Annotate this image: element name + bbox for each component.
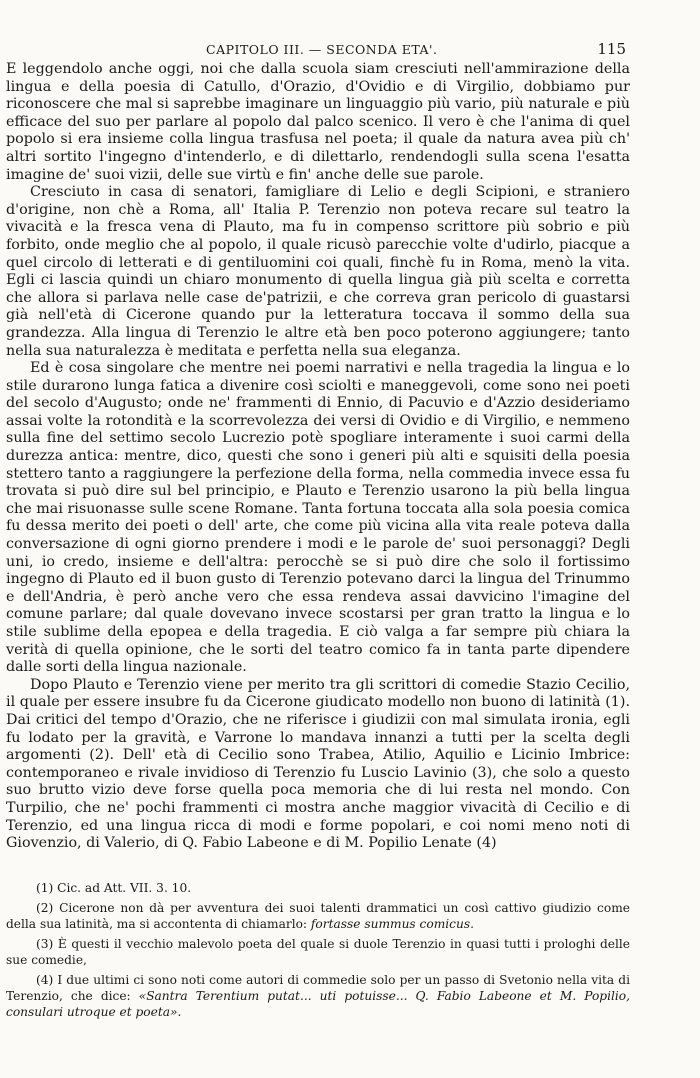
footnote-3-text: (3) È questi il vecchio malevolo poeta del quale si duole Terenzio in quasi tutti i prologhi delle sue comedie, [6, 937, 630, 967]
main-text [6, 61, 630, 853]
footnote-4 [6, 972, 630, 1020]
footnote-2-text: (2) Cicerone non dà per avventura dei suoi talenti drammatici un così cattivo giudizio come della sua latinità, ma si accontenta di chiamarlo: [6, 901, 630, 931]
footnote-3 [6, 936, 630, 968]
paragraph: Ed è cosa singolare che mentre nei poemi narrativi e nella tragedia la lingua e lo stile durarono lunga fatica a divenire così sciolti e maneggevoli, come sono nei poeti del secolo d'Augusto; onde ne' frammenti di Ennio, di Pacuvio e d'Azzio desideriamo assai volte la rotondità e la scorrevolezza dei versi di Ovidio e di Virgilio, e nemmeno sulla fine del settimo secolo Lucrezio potè spogliare interamente i suoi carmi della durezza antica: mentre, dico, questi che sono i generi più alti e squisiti della poesia stettero tanto a raggiungere la perfezione della forma, nella commedia invece essa fu trovata si può dire sul bel principio, e Plauto e Terenzio usarono la più bella lingua che mai risuonasse sulle scene Romane. Tanta fortuna toccata alla sola poesia comica fu dessa merito dei poeti o dell' arte, che come più vicina alla vita reale poteva dalla conversazione di ogni giorno prendere i modi e le parole de' suoi personaggi? Degli uni, io credo, insieme e dell'altra: perocchè se si può dire che solo il fortissimo ingegno di Plauto ed il buon gusto di Terenzio potevano darci la lingua del Trinummo e dell'Andria, è però anche vero che essa rendeva assai davvicino l'imagine del comune parlare; dal quale dovevano invece scostarsi per gran tratto la lingua e lo stile sublime della epopea e della tragedia. E ciò valga a far sempre più chiara la verità di quella opinione, che le sorti del teatro comico fa in tanta parte dipendere dalle sorti della lingua nazionale. [6, 360, 630, 676]
footnote-2-quote: fortasse summus comicus. [310, 917, 474, 931]
page-number: 115 [597, 40, 626, 58]
footnote-4-quote: «Santra Terentium putat... uti potuisse... Q. Fabio Labeone et M. Popilio, consulari utroque et poeta». [6, 989, 631, 1019]
paragraph: Cresciuto in casa di senatori, famigliare di Lelio e degli Scipioni, e straniero d'origine, non chè a Roma, all' Italia P. Terenzio non poteva recare sul teatro la vivacità e la fresca vena di Plauto, ma fu in compenso scrittore più sobrio e più forbito, onde meglio che al popolo, il quale ricusò parecchie volte d'udirlo, piacque a quel circolo di letterati e di gentiluomini coi quali, finchè fu in Roma, menò la vita. Egli ci lascia quindi un chiaro monumento di quella lingua già più scelta e corretta che allora si parlava nelle case de'patrizii, e che correva gran pericolo di guastarsi già nell'età di Cicerone quando pur la letteratura toccava il sommo della sua grandezza. Alla lingua di Terenzio le altre età ben poco poterono aggiungere; tanto nella sua naturalezza è meditata e perfetta nella sua eleganza. [6, 184, 630, 359]
running-head: CAPITOLO III. — SECONDA ETA'. [206, 42, 438, 57]
footnote-1-text: (1) Cic. ad Att. VII. 3. 10. [36, 881, 192, 895]
footnotes [6, 880, 630, 1024]
page-header [6, 40, 626, 60]
paragraph: E leggendolo anche oggi, noi che dalla scuola siam cresciuti nell'ammirazione della lingua e della poesia di Catullo, d'Orazio, d'Ovidio e di Virgilio, dobbiamo pur riconoscere che mal si saprebbe imaginare un linguaggio più vario, più naturale e più efficace del suo per parlare al popolo dal palco scenico. Il vero è che l'anima di quel popolo si era insieme colla lingua trasfusa nel poeta; il quale da natura avea più ch' altri sortito l'ingegno d'intenderlo, e di dilettarlo, rendendogli sulla scena l'esatta imagine de' suoi vizii, delle sue virtù e fin' anche delle sue parole. [6, 61, 630, 183]
footnote-1 [6, 880, 630, 896]
paragraph: Dopo Plauto e Terenzio viene per merito tra gli scrittori di comedie Stazio Cecilio, il quale per essere insubre fu da Cicerone giudicato modello non buono di latinità (1). Dai critici del tempo d'Orazio, che ne riferisce i giudizii con mal simulata ironia, egli fu lodato per la gravità, e Varrone lo mandava innanzi a tutti per la scelta degli argomenti (2). Dell' età di Cecilio sono Trabea, Atilio, Aquilio e Licinio Imbrice: contemporaneo e rivale invidioso di Terenzio fu Luscio Lavinio (3), che solo a questo suo brutto vizio deve forse quella poca memoria che di lui resta nel mondo. Con Turpilio, che ne' pochi frammenti ci mostra anche maggior vivacità di Cecilio e di Terenzio, ed una lingua ricca di modi e forme popolari, e coi nomi meno noti di Giovenzio, di Valerio, di Q. Fabio Labeone e di M. Popilio Lenate (4) [6, 676, 630, 852]
footnote-4-text: (4) I due ultimi ci sono noti come autori di commedie solo per un passo di Svetonio nella vita di Terenzio, che dice: [6, 973, 630, 1003]
footnote-2 [6, 900, 630, 932]
